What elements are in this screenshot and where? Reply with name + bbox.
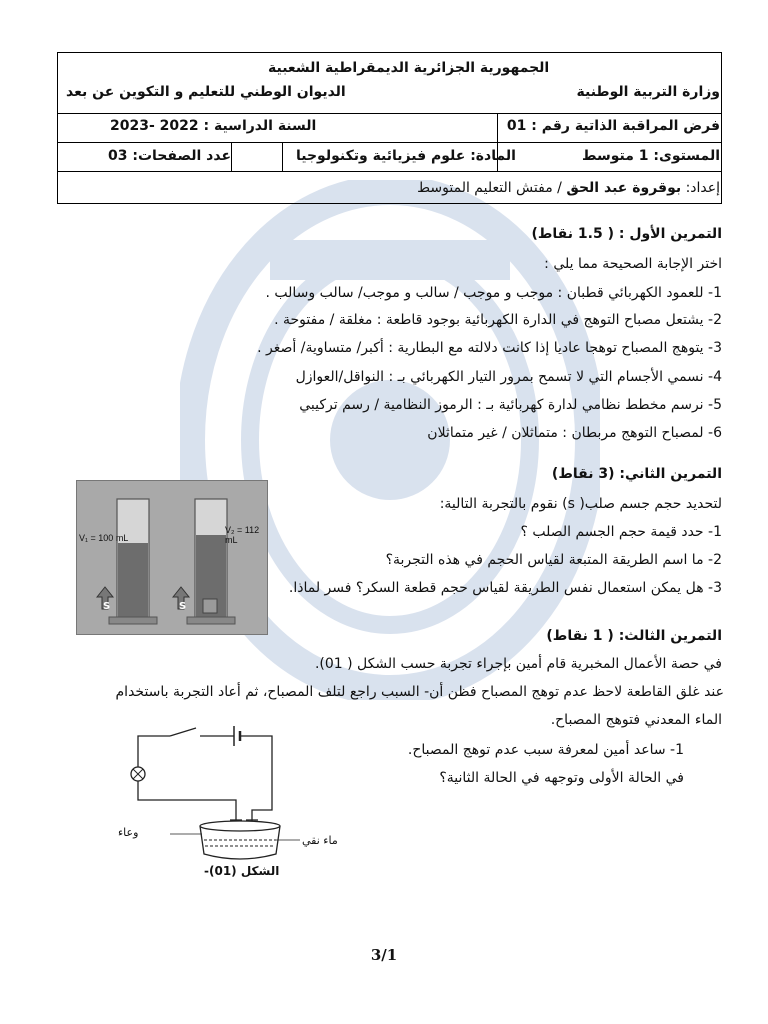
s1-label: S [103,601,111,612]
ex2-item: 2- ما اسم الطريقة المتبعة لقياس الحجم في هذه التجربة؟ [385,552,722,568]
ex1-item: 5- نرسم مخطط نظامي لدارة كهربائية بـ : الرموز النظامية / رسم تركيبي [299,397,722,413]
vessel-label: وعاء [118,826,139,839]
ex2-intro: لتحديد حجم جسم صلب( s) نقوم بالتجربة التالية: [439,496,722,512]
ex3-question-cont: في الحالة الأولى وتوجهه في الحالة الثانية؟ [439,770,684,786]
ex3-question: 1- ساعد أمين لمعرفة سبب عدم توهج المصباح. [407,742,684,758]
prepared-by [417,180,720,196]
prepared-role: / مفتش التعليم المتوسط [417,180,562,196]
office-title: الديوان الوطني للتعليم و التكوين عن بعد [66,84,346,100]
ex3-line: في حصة الأعمال المخبرية قام أمين بإجراء تجربة حسب الشكل ( 01). [314,656,722,672]
water-label: ماء نقي [302,834,338,847]
ex1-item: 3- يتوهج المصباح توهجا عاديا إذا كانت دلالته مع البطارية : أكبر/ متساوية/ أصغر . [257,340,722,356]
ex1-intro: اختر الإجابة الصحيحة مما يلي : [544,256,722,272]
cylinders-photo [76,480,268,635]
ex1-item: 2- يشتعل مصباح التوهج في الدارة الكهربائية بوجود قاطعة : مغلقة / مفتوحة . [274,312,722,328]
ex1-title: التمرين الأول : ( 1.5 نقاط) [531,226,722,242]
s2-label: S [179,601,187,612]
prepared-label: إعداد: [685,180,720,196]
figure-caption: الشكل (01)- [204,864,280,878]
v2-label: V₂ = 112 mL [225,525,260,545]
test-number: فرض المراقبة الذاتية رقم : 01 [506,118,720,134]
ex1-item: 4- نسمي الأجسام التي لا تسمح بمرور التيار الكهربائي بـ : النواقل/العوازل [295,369,722,385]
circuit-diagram [110,722,330,872]
ex3-line: عند غلق القاطعة لاحظ عدم توهج المصباح فظن أن- السبب راجع لتلف المصباح، ثم أعاد التجربة باستخدام [115,684,724,700]
school-year: السنة الدراسية : 2022 -2023 [110,118,317,134]
ex3-title: التمرين الثالث: ( 1 نقاط) [546,628,722,644]
ex1-item: 6- لمصباح التوهج مربطان : متماثلان / غير متماثلان [427,425,722,441]
ex1-item: 1- للعمود الكهربائي قطبان : موجب و موجب / سالب و موجب/ سالب وسالب . [265,285,722,301]
page-number: 3/1 [370,946,398,964]
v1-label: V₁ = 100 mL [79,533,129,543]
ex2-title: التمرين الثاني: (3 نقاط) [551,466,722,482]
republic-title: الجمهورية الجزائرية الديمقراطية الشعبية [268,60,550,76]
ex2-item: 3- هل يمكن استعمال نفس الطريقة لقياس حجم قطعة السكر؟ فسر لماذا. [288,580,722,596]
subject: المادة: علوم فيزيائية وتكنولوجيا [296,148,516,164]
ex2-item: 1- حدد قيمة حجم الجسم الصلب ؟ [520,524,722,540]
ex3-line: الماء المعدني فتوهج المصباح. [550,712,722,728]
level: المستوى: 1 متوسط [581,148,720,164]
ministry-title: وزارة التربية الوطنية [576,84,720,100]
page-count: عدد الصفحات: 03 [108,148,232,164]
prepared-name: بوقروة عبد الحق [566,180,682,196]
